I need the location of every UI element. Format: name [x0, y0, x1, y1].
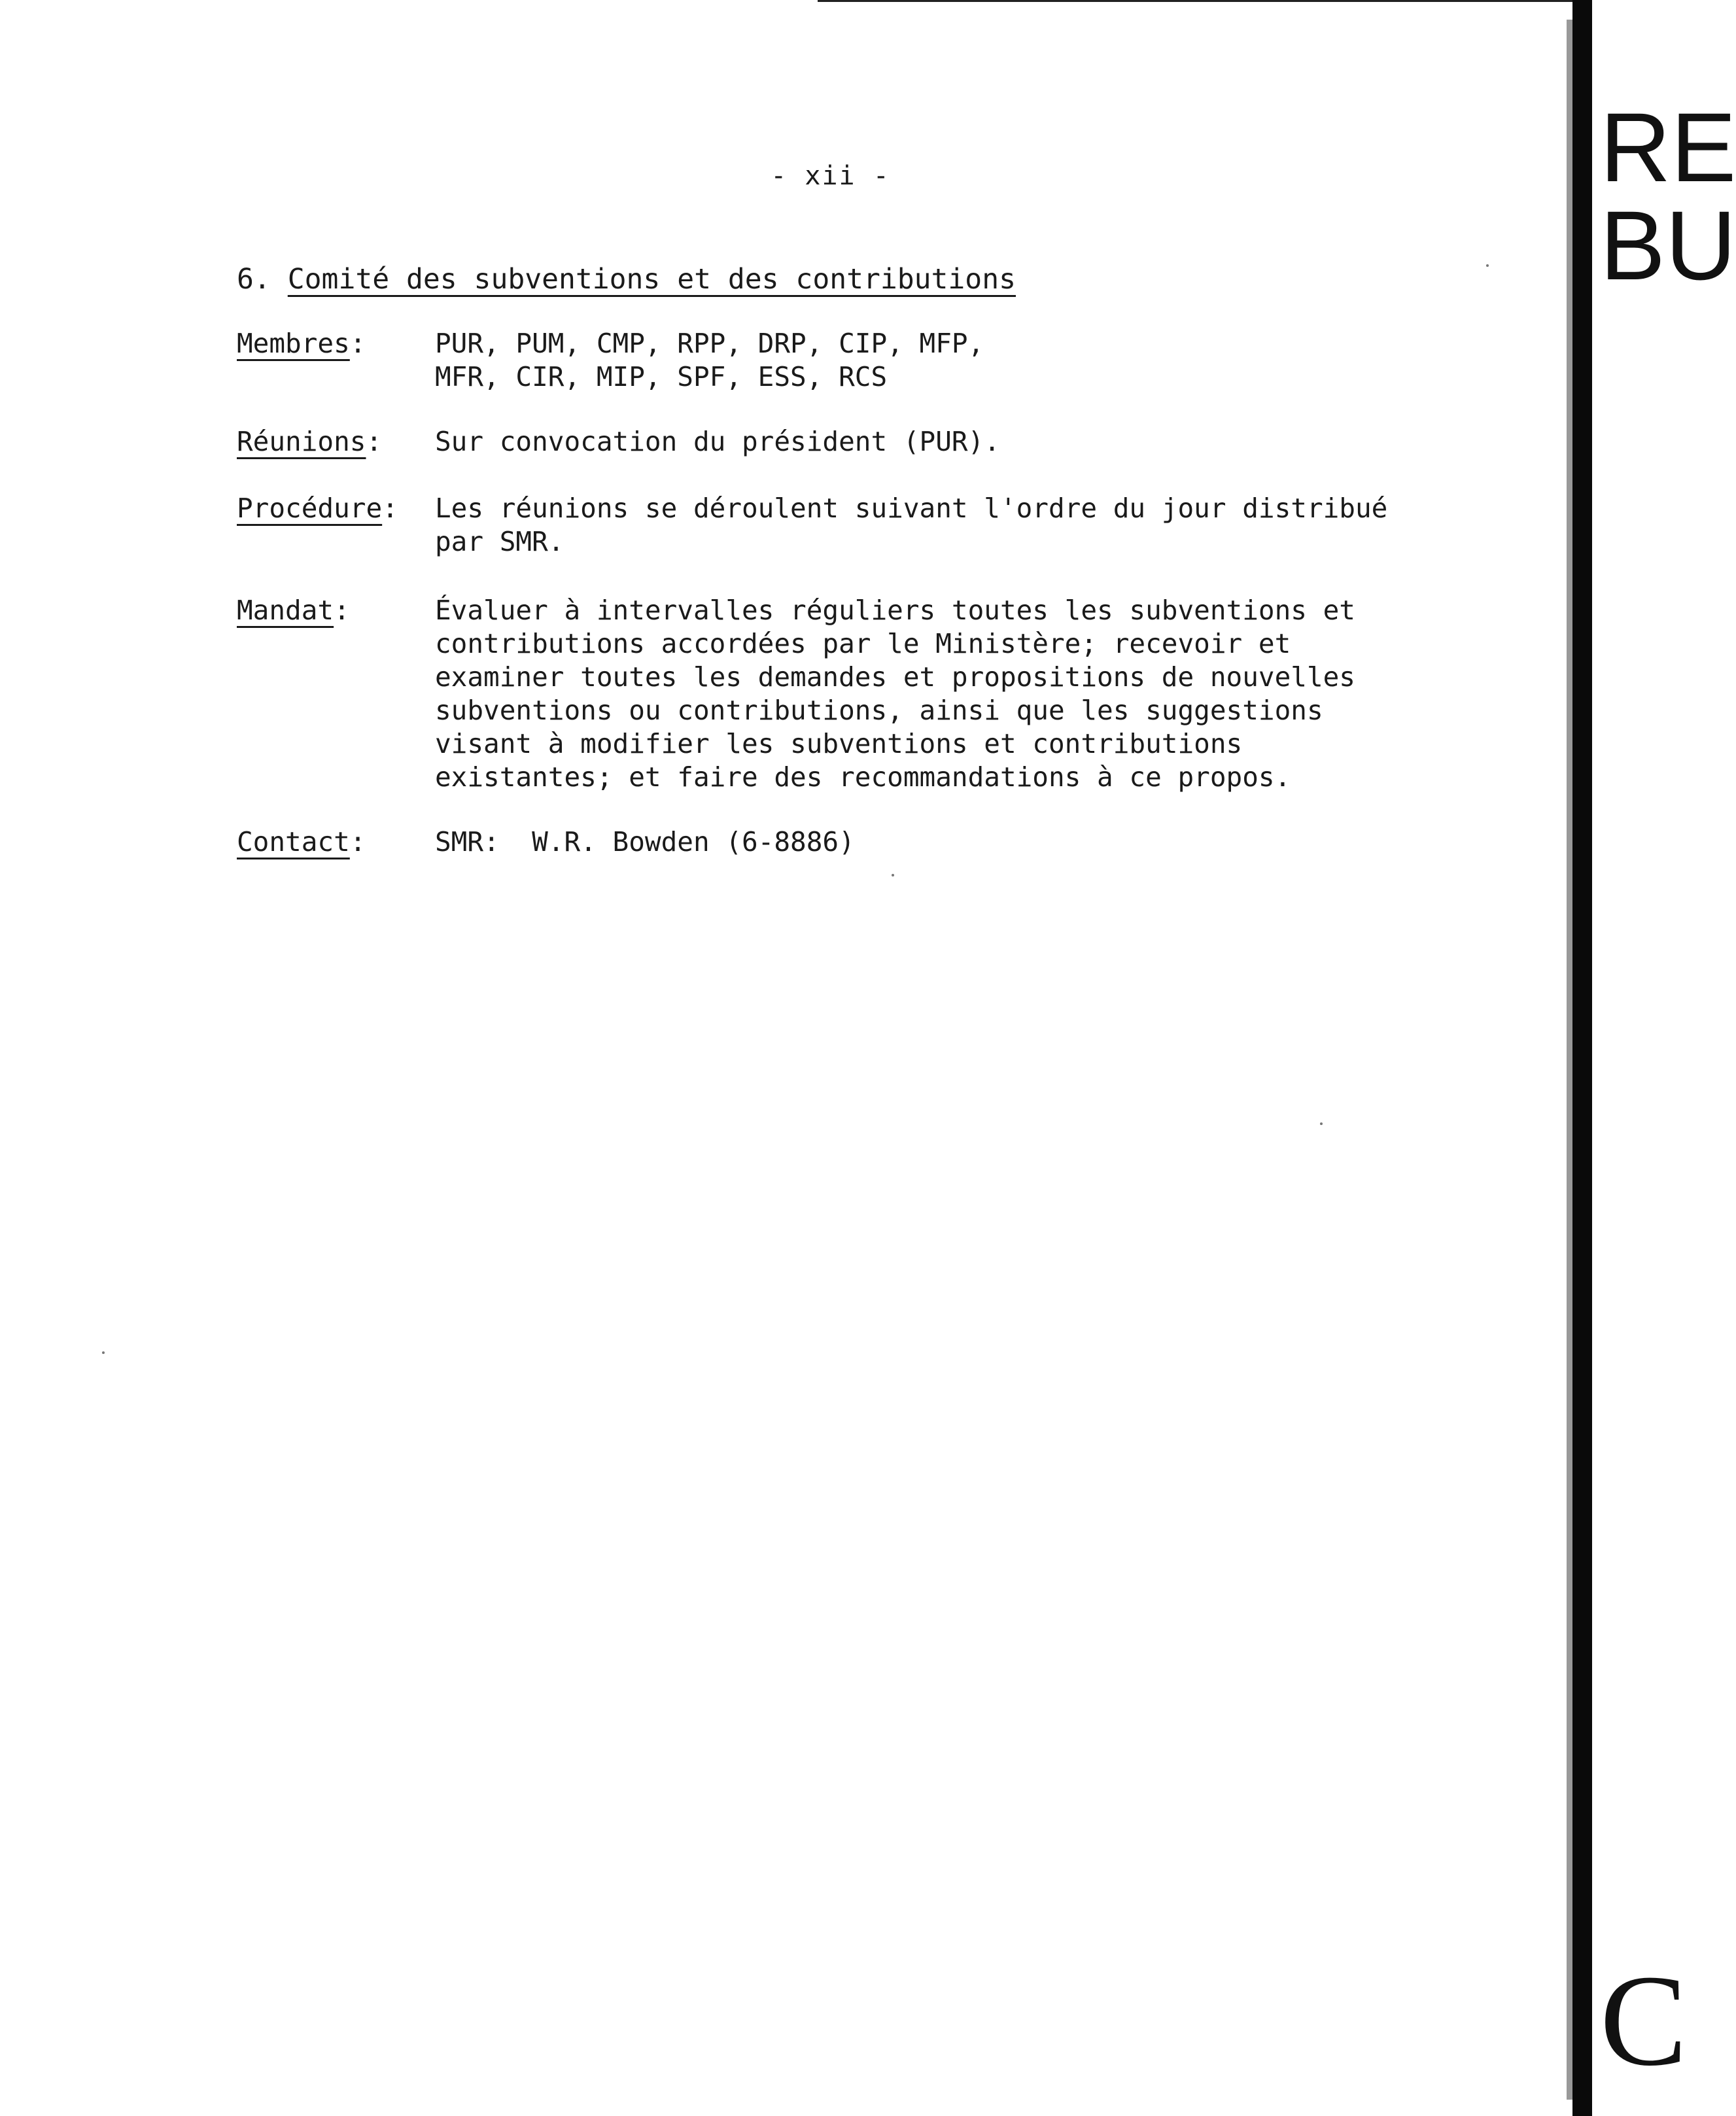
- field-value-procedure: Les réunions se déroulent suivant l'ordre du jour distribué par SMR.: [435, 493, 1388, 557]
- field-label-reunions: Réunions:: [237, 426, 383, 457]
- field-label-contact: Contact:: [237, 826, 366, 858]
- scan-speck: [892, 874, 894, 876]
- field-value-mandat: Évaluer à intervalles réguliers toutes les subventions et contributions accordées par le Ministère; recevoir et examiner toutes les demandes et propositions de nouvelles subventions ou contributions, ainsi que les suggestions visant à modifier les subventions et contributions existantes; et faire des recommandations à ce propos.: [435, 595, 1355, 793]
- field-label-mandat: Mandat:: [237, 595, 350, 626]
- next-page-bleed-text: RE: [1600, 92, 1736, 202]
- next-page-bleed-text: C: [1600, 1949, 1688, 2093]
- field-value-reunions: Sur convocation du président (PUR).: [435, 426, 1000, 457]
- field-value-contact: SMR: W.R. Bowden (6-8886): [435, 826, 855, 858]
- page-number: - xii -: [771, 161, 890, 191]
- top-rule: [818, 0, 1576, 2]
- field-label-procedure: Procédure:: [237, 493, 398, 524]
- next-page-bleed-text: BU: [1600, 190, 1736, 300]
- binding-bar: [1572, 0, 1592, 2116]
- field-label-membres: Membres:: [237, 328, 366, 359]
- section-heading: [237, 263, 1016, 296]
- section-title: Comité des subventions et des contributions: [287, 263, 1016, 296]
- scan-speck: [102, 1351, 105, 1354]
- scan-speck: [1486, 264, 1489, 267]
- scan-speck: [1320, 1122, 1323, 1125]
- field-value-membres: PUR, PUM, CMP, RPP, DRP, CIP, MFP, MFR, CIR, MIP, SPF, ESS, RCS: [435, 328, 984, 392]
- section-number: 6.: [237, 263, 271, 296]
